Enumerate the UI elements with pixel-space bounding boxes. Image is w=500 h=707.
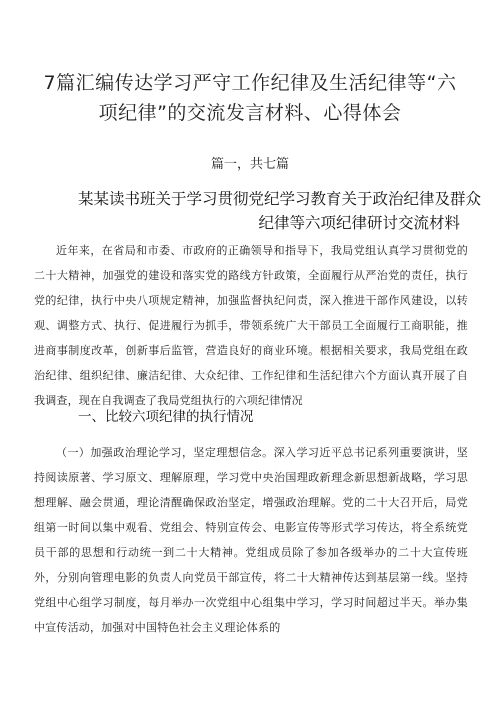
subtitle-line-1: 某某读书班关于学习贯彻党纪学习教育关于政治纪律及群众: [78, 190, 482, 208]
document-title: 7篇汇编传达学习严守工作纪律及生活纪律等“六项纪律”的交流发言材料、心得体会: [43, 72, 457, 124]
section-label: 篇一，共七篇: [210, 157, 289, 172]
body-paragraph-1: 近年来，在省局和市委、市政府的正确领导和指导下，我局党组认真学习贯彻党的二十大精神，加强党的建设和落实党的路线方针政策，全面履行从严治党的责任，执行党的纪律，执行中央八项规定精神，加强监督执纪问责，深入推进干部作风建设，以转观、调整方式、执行、促进履行为抓手，带领系统广大干部员工全面履行工商职能，推进商事制度改革，创新事后监管，营造良好的商业环境。根据相关要求，我局党组在政治纪律、组织纪律、廉洁纪律、大众纪律、工作纪律和生活纪律六个方面认真开展了自我调查，现在自我调查了我局党组执行的六项纪律情况: [34, 244, 468, 407]
article-subtitle: [78, 187, 482, 235]
section-heading-1: 一、比较六项纪律的执行情况: [78, 409, 254, 425]
body-paragraph-2: （一）加强政治理论学习，坚定理想信念。深入学习近平总书记系列重要演讲，坚持阅读原著、学习原文、理解原理，学习党中央治国理政新理念新思想新战略，学习思想理解、融会贯通，理论清醒确保政治坚定，增强政治理解。党的二十大召开后，局党组第一时间以集中观看、党组会、特别宣传会、电影宣传等形式学习传达，将全系统党员干部的思想和行动统一到二十大精神。党组成员除了参加各级举办的二十大宣传班外，分别向管理电影的负责人向党员干部宣传，将二十大精神传达到基层第一线。坚持党组中心组学习制度，每月举办一次党组中心组集中学习，学习时间超过半天。举办集中宣传活动，加强对中国特色社会主义理论体系的: [34, 446, 468, 634]
subtitle-line-2: 纪律等六项纪律研讨交流材料: [258, 214, 460, 232]
